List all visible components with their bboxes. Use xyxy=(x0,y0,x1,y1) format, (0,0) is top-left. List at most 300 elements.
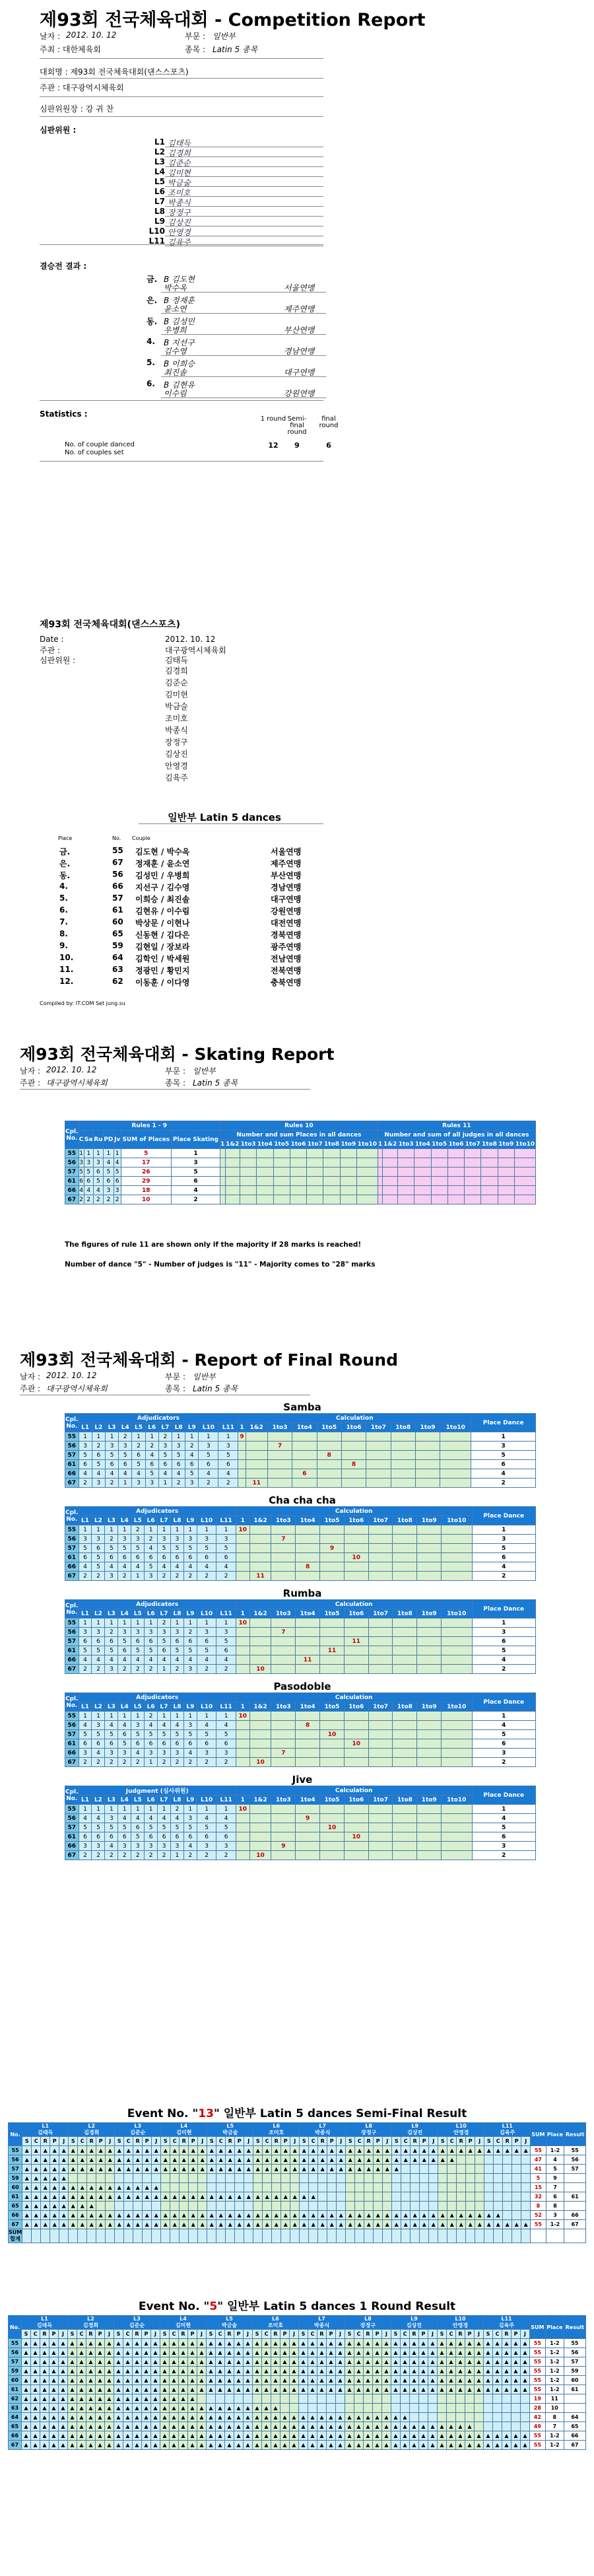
mark-cell: ▲ xyxy=(383,2220,392,2229)
divider xyxy=(139,823,323,824)
dance-letter: C xyxy=(494,2137,503,2146)
result-couple: 정광민 / 황민지 xyxy=(135,966,190,975)
calc-cell xyxy=(296,1572,320,1581)
sum-cell: 55 xyxy=(531,2220,546,2229)
couple-number: 57 xyxy=(65,1451,79,1460)
dance-letter: J xyxy=(151,2330,160,2339)
dance-place: 4 xyxy=(79,1187,83,1194)
rule10-cell xyxy=(220,1158,225,1167)
dance-place: 3 xyxy=(114,1186,121,1195)
calc-cell xyxy=(317,1432,341,1442)
mark-cell xyxy=(235,2202,244,2211)
judge-mark: 6 xyxy=(158,1553,171,1562)
judge-name: 장정구 xyxy=(168,208,191,217)
competition-name: 대회명 : 제93회 전국체육대회(댄스스포츠) xyxy=(40,67,189,77)
judge-mark: 4 xyxy=(171,1562,184,1572)
mark-cell: ▲ xyxy=(32,2220,41,2229)
dance-letter: J xyxy=(521,2330,530,2339)
field-value: 2012. 10. 12 xyxy=(165,635,216,644)
mark-cell: ▲ xyxy=(327,2441,336,2450)
mark-cell: ▲ xyxy=(50,2183,59,2192)
mark-cell xyxy=(336,2404,345,2413)
mark-cell: ▲ xyxy=(502,2385,512,2394)
result-place: 6. xyxy=(147,379,155,388)
mark-cell: ▲ xyxy=(40,2357,50,2367)
mark-cell: ▲ xyxy=(272,2192,281,2202)
mark-cell: ▲ xyxy=(114,2394,123,2404)
judge-mark: 3 xyxy=(131,1721,145,1730)
mark-cell: ▲ xyxy=(290,2357,299,2367)
calc-col-header: 1to9 xyxy=(415,1423,440,1432)
mark-cell: ▲ xyxy=(41,2192,50,2202)
result-row xyxy=(0,858,594,870)
place-cell: 1-2 xyxy=(545,2367,564,2376)
mark-cell: ▲ xyxy=(161,2155,170,2165)
mark-cell: ▲ xyxy=(77,2348,86,2357)
judge-mark: 3 xyxy=(216,1535,236,1544)
calc-col-header: 1to6 xyxy=(344,1702,368,1712)
mark-cell: ▲ xyxy=(106,2183,115,2192)
mark-cell: ▲ xyxy=(77,2339,86,2348)
mark-cell: ▲ xyxy=(96,2441,105,2450)
mark-cell: ▲ xyxy=(197,2422,207,2431)
range-col-header: 1to7 xyxy=(307,1140,323,1148)
mark-cell xyxy=(392,2174,401,2183)
mark-cell: ▲ xyxy=(142,2367,151,2376)
mark-cell: ▲ xyxy=(317,2367,327,2376)
judge-code: L10 xyxy=(455,2316,466,2322)
judge-col-header: L10 xyxy=(197,1702,216,1712)
couple-number: 67 xyxy=(65,1851,79,1860)
category-value: 일반부 xyxy=(193,1066,216,1076)
final-result-row xyxy=(0,379,594,400)
dance-letter: C xyxy=(447,2137,457,2146)
judge-mark: 5 xyxy=(105,1823,118,1832)
dance-place: 6 xyxy=(79,1177,83,1185)
dance-row xyxy=(65,1432,536,1442)
mark-cell: ▲ xyxy=(22,2357,31,2367)
judge-name: 김육주 xyxy=(168,238,191,247)
mark-cell: ▲ xyxy=(188,2413,197,2422)
mark-cell: ▲ xyxy=(300,2192,309,2202)
result-place: 10. xyxy=(59,953,74,962)
mark-cell: ▲ xyxy=(354,2367,364,2376)
result-partner: 윤소연 xyxy=(164,304,187,314)
calc-cell: 7 xyxy=(271,1628,296,1637)
footer-cell xyxy=(69,2229,78,2243)
judge-mark: 6 xyxy=(79,1739,92,1749)
rule10-cell xyxy=(240,1195,257,1204)
dance-row xyxy=(65,1730,536,1739)
judge-code: L10 xyxy=(455,2123,467,2129)
mark-cell xyxy=(327,2183,337,2192)
mark-cell: ▲ xyxy=(484,2339,493,2348)
mark-cell: ▲ xyxy=(271,2385,280,2394)
judge-mark: 4 xyxy=(105,1562,118,1572)
judge-col-header: L7 xyxy=(158,1795,171,1805)
dance-place: 4 xyxy=(84,1186,93,1195)
rule11-cell xyxy=(414,1167,431,1177)
dance-letter: P xyxy=(235,2137,244,2146)
couple-number: 57 xyxy=(65,1730,79,1739)
dance-row xyxy=(65,1628,536,1637)
dance-letter: S xyxy=(300,2137,309,2146)
dance-letter: J xyxy=(383,2137,392,2146)
mark-cell: ▲ xyxy=(78,2165,87,2174)
mark-cell: ▲ xyxy=(466,2211,475,2220)
mark-cell: ▲ xyxy=(78,2220,87,2229)
calc-col-header: 1 xyxy=(236,1702,249,1712)
judge-col-header: L11 xyxy=(216,1702,236,1712)
mark-cell: ▲ xyxy=(521,2348,530,2357)
couple-number: 63 xyxy=(9,2404,22,2413)
calc-cell xyxy=(415,1451,440,1460)
dance-letter: R xyxy=(364,2137,374,2146)
calc-cell xyxy=(296,1553,320,1562)
judge-mark: 4 xyxy=(131,1562,145,1572)
judge-mark: 1 xyxy=(105,1432,118,1442)
mark-cell: ▲ xyxy=(50,2413,59,2422)
cpl-header: Cpl. No. xyxy=(65,1507,79,1525)
mark-cell: ▲ xyxy=(502,2348,512,2357)
place-cell: 1-2 xyxy=(546,2146,564,2155)
mark-cell: ▲ xyxy=(189,2165,198,2174)
mark-cell: ▲ xyxy=(216,2431,225,2441)
judge-mark: 6 xyxy=(118,1646,131,1655)
dance-place: 4 xyxy=(471,1469,536,1479)
footer-cell xyxy=(457,2229,466,2243)
mark-cell: ▲ xyxy=(123,2376,133,2385)
skating-place: 1 xyxy=(172,1149,220,1158)
mark-cell: ▲ xyxy=(188,2422,197,2431)
sum-of-places: 17 xyxy=(121,1158,172,1167)
mark-cell: ▲ xyxy=(410,2441,419,2450)
calc-cell xyxy=(249,1553,271,1562)
mark-cell: ▲ xyxy=(151,2413,160,2422)
judge-mark: 5 xyxy=(216,1730,236,1739)
judge-mark: 4 xyxy=(131,1814,145,1823)
mark-cell xyxy=(133,2174,143,2183)
mark-cell: ▲ xyxy=(59,2357,68,2367)
place-cell: 7 xyxy=(546,2183,564,2192)
footer-cell xyxy=(355,2229,364,2243)
chief-judge: 심판위원장 : 강 귀 찬 xyxy=(40,104,114,114)
judge-mark: 3 xyxy=(92,1842,105,1851)
mark-cell: ▲ xyxy=(308,2422,317,2431)
mark-cell: ▲ xyxy=(170,2404,179,2413)
calc-cell: 10 xyxy=(236,1805,249,1814)
judge-col-header: L11 xyxy=(218,1423,238,1432)
mark-cell: ▲ xyxy=(143,2192,152,2202)
place-dance-header: Place Dance xyxy=(472,1786,535,1805)
result-cell: 61 xyxy=(564,2192,586,2202)
mark-cell xyxy=(115,2202,124,2211)
mark-cell xyxy=(280,2394,290,2404)
judge-mark: 4 xyxy=(118,1814,131,1823)
judge-mark: 6 xyxy=(105,1739,118,1749)
judge-col-header: L3 xyxy=(105,1516,118,1525)
mark-cell: ▲ xyxy=(50,2202,59,2211)
mark-cell xyxy=(410,2404,419,2413)
mark-cell: ▲ xyxy=(299,2431,308,2441)
mark-cell xyxy=(475,2174,484,2183)
mark-cell: ▲ xyxy=(22,2413,31,2422)
rule10-cell xyxy=(356,1167,378,1177)
mark-cell: ▲ xyxy=(383,2155,392,2165)
dance-letter: R xyxy=(502,2330,512,2339)
judge-mark: 2 xyxy=(92,1442,105,1451)
footer-cell xyxy=(198,2229,207,2243)
footer-cell xyxy=(115,2229,124,2243)
mark-cell: ▲ xyxy=(299,2413,308,2422)
judge-mark: 3 xyxy=(158,1749,171,1758)
calc-cell xyxy=(271,1712,296,1721)
mark-cell: ▲ xyxy=(253,2422,262,2431)
mark-cell: ▲ xyxy=(124,2146,133,2155)
couple-number: 62 xyxy=(9,2394,22,2404)
mark-cell: ▲ xyxy=(383,2211,392,2220)
calc-cell xyxy=(296,1535,320,1544)
result-row xyxy=(0,929,594,941)
mark-cell: ▲ xyxy=(59,2202,69,2211)
calc-cell xyxy=(271,1655,296,1665)
couple-number: 61 xyxy=(65,1646,79,1655)
mark-cell: ▲ xyxy=(364,2348,373,2357)
mark-cell: ▲ xyxy=(105,2413,114,2422)
mark-cell xyxy=(207,2202,216,2211)
calc-cell: 9 xyxy=(238,1432,246,1442)
mark-cell: ▲ xyxy=(96,2192,106,2202)
judge-mark: 1 xyxy=(79,1525,92,1535)
judge-name: 김경희 xyxy=(168,149,191,158)
mark-cell: ▲ xyxy=(59,2146,69,2155)
dance-place: 3 xyxy=(79,1159,83,1166)
mark-cell: ▲ xyxy=(253,2348,262,2357)
couple-number: 57 xyxy=(65,1544,79,1553)
judge-mark: 5 xyxy=(216,1823,236,1832)
dance-letter: S xyxy=(438,2330,447,2339)
calc-cell xyxy=(415,1432,440,1442)
mark-cell: ▲ xyxy=(309,2211,318,2220)
mark-cell: ▲ xyxy=(32,2211,41,2220)
mark-cell: ▲ xyxy=(401,2146,411,2155)
dance-letter: P xyxy=(50,2137,59,2146)
mark-cell: ▲ xyxy=(447,2431,456,2441)
calc-cell xyxy=(393,1712,417,1721)
calc-cell xyxy=(368,1525,393,1535)
judge-name: 박금술 xyxy=(165,702,188,711)
judge-code: L9 xyxy=(154,217,165,226)
judge-mark: 3 xyxy=(145,1749,158,1758)
mark-cell xyxy=(106,2202,115,2211)
calc-cell xyxy=(236,1655,249,1665)
mark-cell: ▲ xyxy=(77,2422,86,2431)
footer-cell xyxy=(170,2229,180,2243)
judge-col-header: L1 xyxy=(79,1702,92,1712)
mark-cell: ▲ xyxy=(197,2348,207,2357)
mark-cell xyxy=(244,2174,253,2183)
judge-mark: 3 xyxy=(158,1628,171,1637)
divider xyxy=(40,116,323,117)
calc-cell: 6 xyxy=(292,1469,317,1479)
dance-letter: R xyxy=(133,2330,142,2339)
result-cell xyxy=(564,2202,586,2211)
dance-place: 1 xyxy=(84,1149,93,1158)
judge-mark: 2 xyxy=(158,1851,171,1860)
calc-cell xyxy=(368,1730,393,1739)
judge-mark: 5 xyxy=(105,1646,118,1655)
mark-cell: ▲ xyxy=(151,2431,160,2441)
judge-header xyxy=(484,2316,530,2330)
mark-cell: ▲ xyxy=(133,2376,142,2385)
place-cell: 7 xyxy=(545,2422,564,2431)
mark-cell: ▲ xyxy=(364,2431,373,2441)
couple-number: 65 xyxy=(9,2202,22,2211)
judge-mark: 3 xyxy=(183,1665,197,1674)
rule11-cell xyxy=(514,1167,535,1177)
judge-mark: 3 xyxy=(92,1721,105,1730)
skating-row xyxy=(65,1167,536,1177)
rule10-cell xyxy=(323,1167,340,1177)
mark-cell xyxy=(502,2413,512,2422)
dance-letter: S xyxy=(22,2137,32,2146)
mark-cell: ▲ xyxy=(142,2422,151,2431)
mark-cell: ▲ xyxy=(170,2431,179,2441)
calc-cell xyxy=(393,1749,417,1758)
rule10-cell xyxy=(273,1149,290,1158)
rules11-header: Rules 11 xyxy=(378,1121,535,1131)
dance-letter: S xyxy=(299,2330,308,2339)
judge-code: L4 xyxy=(180,2123,188,2129)
rule11-cell xyxy=(431,1195,447,1204)
mark-cell: ▲ xyxy=(401,2385,410,2394)
judge-mark: 5 xyxy=(197,1544,216,1553)
judge-mark: 5 xyxy=(171,1544,184,1553)
mark-cell: ▲ xyxy=(225,2413,234,2422)
mark-cell: ▲ xyxy=(170,2367,179,2376)
judge-name: 김상진 xyxy=(165,749,188,759)
date-value: 2012. 10. 12 xyxy=(46,1065,97,1074)
mark-cell: ▲ xyxy=(263,2192,272,2202)
dance-letter: P xyxy=(280,2330,290,2339)
rule10-cell xyxy=(257,1167,273,1177)
judge-mark: 4 xyxy=(158,1814,171,1823)
mark-cell xyxy=(521,2174,531,2183)
calc-cell xyxy=(417,1525,442,1535)
mark-cell xyxy=(484,2165,494,2174)
mark-cell: ▲ xyxy=(438,2220,447,2229)
calc-cell xyxy=(267,1432,292,1442)
calc-col-header: 1to5 xyxy=(320,1609,345,1619)
result-leader: B 지선구 xyxy=(164,338,195,347)
dance-letter: R xyxy=(457,2137,466,2146)
judge-mark: 1 xyxy=(171,1525,184,1535)
dance-place: 2 xyxy=(103,1195,114,1204)
calc-cell xyxy=(249,1646,271,1655)
mark-cell: ▲ xyxy=(197,2441,207,2450)
calc-cell xyxy=(344,1525,368,1535)
judge-mark: 2 xyxy=(118,1851,131,1860)
mark-cell: ▲ xyxy=(41,2220,50,2229)
result-couple: 김성민 / 우병희 xyxy=(135,871,190,880)
mark-cell: ▲ xyxy=(114,2404,123,2413)
result-couple: 김현일 / 장보라 xyxy=(135,942,190,952)
judge-mark: 6 xyxy=(158,1460,172,1469)
place-header: Place Skating xyxy=(172,1131,220,1149)
mark-cell: ▲ xyxy=(114,2357,123,2367)
rule10-cell xyxy=(257,1177,273,1186)
judge-mark: 5 xyxy=(105,1451,118,1460)
judge-mark: 6 xyxy=(185,1460,199,1469)
mark-cell: ▲ xyxy=(327,2348,336,2357)
judge-col-header: L1 xyxy=(79,1516,92,1525)
calc-cell: 7 xyxy=(271,1749,296,1758)
mark-cell: ▲ xyxy=(179,2441,188,2450)
judge-mark: 3 xyxy=(118,1535,131,1544)
mark-cell xyxy=(475,2404,484,2413)
mark-cell: ▲ xyxy=(456,2385,465,2394)
sum-of-places: 29 xyxy=(121,1177,172,1186)
calc-col-header: 1&2 xyxy=(249,1516,271,1525)
result-cell: 57 xyxy=(564,2357,585,2367)
calc-cell: 8 xyxy=(296,1562,320,1572)
dance-letter: S xyxy=(69,2137,78,2146)
place-header: Place xyxy=(546,2123,564,2146)
mark-cell: ▲ xyxy=(493,2348,502,2357)
dance-letter: R xyxy=(503,2137,512,2146)
rule11-cell xyxy=(514,1158,535,1167)
mark-cell: ▲ xyxy=(188,2348,197,2357)
result-row xyxy=(0,905,594,917)
judge-mark: 2 xyxy=(171,1665,184,1674)
judge-mark: 3 xyxy=(105,1814,118,1823)
judge-mark: 4 xyxy=(171,1655,184,1665)
judge-code: L5 xyxy=(226,2123,234,2129)
mark-cell: ▲ xyxy=(484,2441,493,2450)
mark-cell: ▲ xyxy=(207,2413,216,2422)
judge-mark: 4 xyxy=(105,1655,118,1665)
calc-cell xyxy=(236,1739,249,1749)
mark-cell xyxy=(411,2183,420,2192)
result-row xyxy=(9,2367,586,2376)
calc-cell xyxy=(296,1525,320,1535)
judge-mark: 1 xyxy=(118,1525,131,1535)
mark-cell: ▲ xyxy=(475,2146,484,2155)
mark-cell: ▲ xyxy=(354,2357,364,2367)
mark-cell: ▲ xyxy=(50,2348,59,2357)
mark-cell: ▲ xyxy=(475,2211,484,2220)
mark-cell: ▲ xyxy=(262,2357,271,2367)
judge-code: L5 xyxy=(154,177,165,186)
judge-mark: 2 xyxy=(171,1758,184,1767)
mark-cell: ▲ xyxy=(391,2413,401,2422)
title-suffix: " 일반부 Latin 5 dances Semi-Final Result xyxy=(213,2107,467,2120)
judge-code: L4 xyxy=(154,167,165,176)
rule11-cell xyxy=(383,1167,398,1177)
rule10-cell xyxy=(290,1177,306,1186)
rule11-cell xyxy=(397,1158,414,1167)
mark-cell: ▲ xyxy=(318,2155,327,2165)
mark-cell: ▲ xyxy=(420,2146,429,2155)
judge-mark: 6 xyxy=(183,1637,197,1646)
rule10-cell xyxy=(220,1149,225,1158)
mark-cell: ▲ xyxy=(133,2146,143,2155)
mark-cell xyxy=(465,2404,475,2413)
skating-place: 5 xyxy=(172,1167,220,1177)
mark-cell: ▲ xyxy=(179,2422,188,2431)
mark-cell xyxy=(272,2202,281,2211)
judge-mark: 3 xyxy=(145,1479,158,1488)
